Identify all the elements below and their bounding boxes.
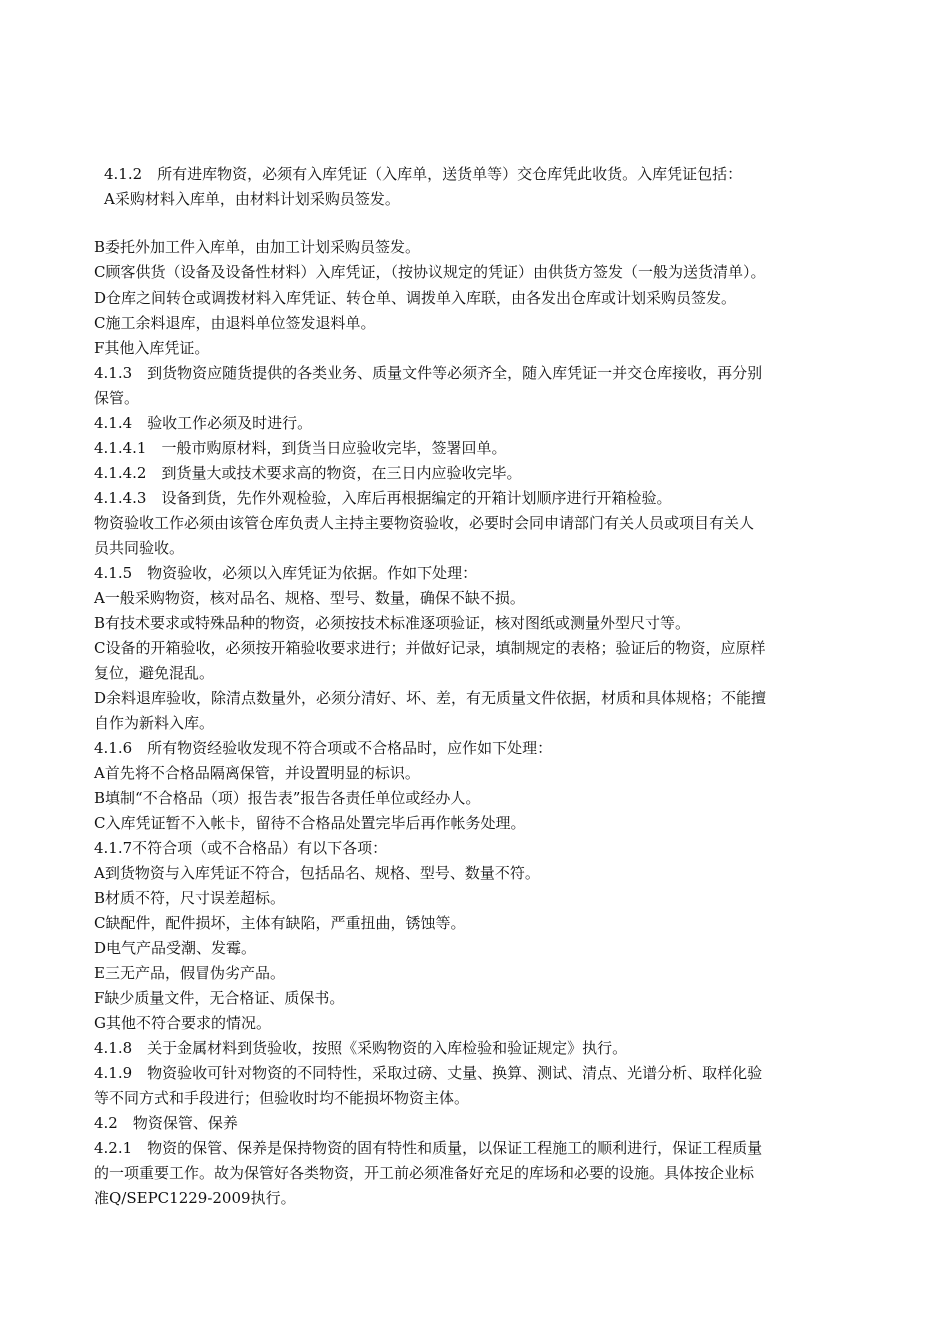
- text-line: 4.1.8 关于金属材料到货验收，按照《采购物资的入库检验和验证规定》执行。: [94, 1039, 628, 1057]
- text-line: F缺少质量文件，无合格证、质保书。: [94, 989, 345, 1007]
- text-line: 的一项重要工作。故为保管好各类物资，开工前必须准备好充足的库场和必要的设施。具体按企业标: [94, 1164, 755, 1182]
- text-line: 4.1.5 物资验收，必须以入库凭证为依据。作如下处理：: [94, 564, 478, 582]
- text-line: 4.2 物资保管、保养: [94, 1114, 238, 1132]
- text-line: E三无产品，假冒伪劣产品。: [94, 964, 285, 982]
- text-line: B有技术要求或特殊品种的物资，必须按技术标准逐项验证，核对图纸或测量外型尺寸等。: [94, 614, 691, 632]
- text-line: 准Q/SEPC1229-2009执行。: [94, 1189, 296, 1207]
- text-line: A首先将不合格品隔离保管，并设置明显的标识。: [94, 764, 420, 782]
- text-line: 员共同验收。: [94, 539, 185, 557]
- text-line: 4.1.4.2 到货量大或技术要求高的物资，在三日内应验收完毕。: [94, 464, 522, 482]
- text-line: A一般采购物资，核对品名、规格、型号、数量，确保不缺不损。: [94, 589, 525, 607]
- text-line: 保管。: [94, 389, 140, 407]
- text-line: 4.1.4.3 设备到货，先作外观检验，入库后再根据编定的开箱计划顺序进行开箱检验。: [94, 489, 672, 507]
- text-line: C施工余料退库，由退料单位签发退料单。: [94, 314, 376, 332]
- text-line: C顾客供货（设备及设备性材料）入库凭证，（按协议规定的凭证）由供货方签发（一般为送货清单）。: [94, 263, 766, 281]
- text-line: 4.1.4.1 一般市购原材料，到货当日应验收完毕，签署回单。: [94, 439, 507, 457]
- text-line: 4.1.6 所有物资经验收发现不符合项或不合格品时，应作如下处理：: [94, 739, 553, 757]
- text-line: C缺配件，配件损坏，主体有缺陷，严重扭曲，锈蚀等。: [94, 914, 466, 932]
- text-line: B委托外加工件入库单，由加工计划采购员签发。: [94, 238, 421, 256]
- text-line: B填制“不合格品（项）报告表”报告各责任单位或经办人。: [94, 789, 481, 807]
- text-line: 自作为新料入库。: [94, 714, 215, 732]
- text-line: G其他不符合要求的情况。: [94, 1014, 271, 1032]
- text-line: 复位，避免混乱。: [94, 664, 215, 682]
- text-line: D电气产品受潮、发霉。: [94, 939, 257, 957]
- text-line: C设备的开箱验收，必须按开箱验收要求进行；并做好记录，填制规定的表格；验证后的物资，应原样: [94, 639, 766, 657]
- text-line: 4.1.2 所有进库物资，必须有入库凭证（入库单，送货单等）交仓库凭此收货。入库凭证包括：: [104, 165, 743, 183]
- text-line: 物资验收工作必须由该管仓库负责人主持主要物资验收，必要时会同申请部门有关人员或项目有关人: [94, 514, 755, 532]
- text-line: 4.2.1 物资的保管、保养是保持物资的固有特性和质量，以保证工程施工的顺利进行，保证工程质量: [94, 1139, 763, 1157]
- text-line: 等不同方式和手段进行；但验收时均不能损坏物资主体。: [94, 1089, 470, 1107]
- text-line: 4.1.3 到货物资应随货提供的各类业务、质量文件等必须齐全，随入库凭证一并交仓库接收，再分别: [94, 364, 763, 382]
- text-line: A采购材料入库单，由材料计划采购员签发。: [104, 190, 400, 208]
- text-line: C入库凭证暂不入帐卡，留待不合格品处置完毕后再作帐务处理。: [94, 814, 526, 832]
- text-line: 4.1.9 物资验收可针对物资的不同特性，采取过磅、丈量、换算、测试、清点、光谱分析、取样化验: [94, 1064, 763, 1082]
- text-line: A到货物资与入库凭证不符合，包括品名、规格、型号、数量不符。: [94, 864, 540, 882]
- text-line: B材质不符，尺寸误差超标。: [94, 889, 286, 907]
- text-line: D仓库之间转仓或调拨材料入库凭证、转仓单、调拨单入库联，由各发出仓库或计划采购员签发。: [94, 289, 737, 307]
- text-line: F其他入库凭证。: [94, 339, 210, 357]
- text-line: 4.1.7不符合项（或不合格品）有以下各项：: [94, 839, 388, 857]
- text-line: D余料退库验收，除清点数量外，必须分清好、坏、差，有无质量文件依据，材质和具体规格；不能擅: [94, 689, 767, 707]
- text-line: 4.1.4 验收工作必须及时进行。: [94, 414, 313, 432]
